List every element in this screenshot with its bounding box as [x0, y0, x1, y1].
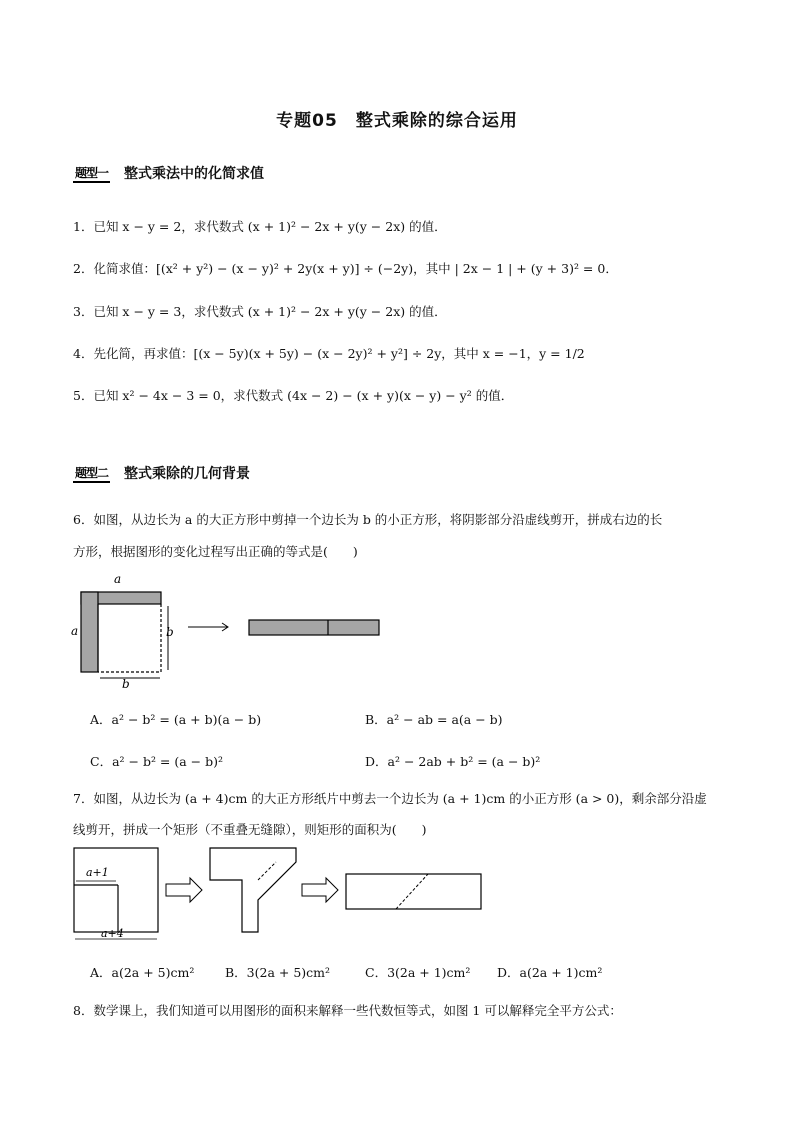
fig6-shaded-left — [81, 592, 98, 672]
fig6-label-b-bottom: b — [122, 677, 130, 690]
problem-6-line-1: 6．如图，从边长为 a 的大正方形中剪掉一个边长为 b 的小正方形，将阴影部分沿虚线剪开，拼成右边的长 — [73, 512, 663, 527]
fig7-result-dashed — [396, 874, 428, 909]
problem-1: 1．已知 x − y = 2，求代数式 (x + 1)² − 2x + y(y − 2x) 的值． — [73, 219, 447, 234]
fig6-result-rect — [249, 620, 379, 635]
p7-choice-a: A．a(2a + 5)cm² — [90, 965, 195, 980]
p6-choice-a: A．a² − b² = (a + b)(a − b) — [90, 712, 262, 727]
fig7-big-square — [74, 848, 158, 932]
problem-3: 3．已知 x − y = 3，求代数式 (x + 1)² − 2x + y(y − 2x) 的值． — [73, 304, 447, 319]
section-badge-2: 题型二 — [73, 464, 110, 483]
problem-5: 5．已知 x² − 4x − 3 = 0，求代数式 (4x − 2) − (x + y)(x − y) − y² 的值． — [73, 388, 514, 403]
page-title: 专题05 整式乘除的综合运用 — [276, 111, 518, 131]
problem-4: 4．先化简，再求值：[(x − 5y)(x + 5y) − (x − 2y)² + y²] ÷ 2y，其中 x = −1，y = 1/2 — [73, 346, 585, 361]
fig7-label-small: a+1 — [86, 866, 109, 879]
fig6-label-a-left: a — [71, 624, 79, 638]
problem-7-line-2: 线剪开，拼成一个矩形（不重叠无缝隙），则矩形的面积为( ) — [73, 822, 427, 837]
figure-7 — [66, 842, 486, 950]
p7-choice-b: B．3(2a + 5)cm² — [225, 965, 331, 980]
p7-choice-c: C．3(2a + 1)cm² — [365, 965, 471, 980]
problem-8: 8．数学课上，我们知道可以用图形的面积来解释一些代数恒等式，如图 1 可以解释完全平方公式： — [73, 1003, 622, 1018]
fig7-block-arrow-1 — [166, 878, 202, 902]
p6-choice-b: B．a² − ab = a(a − b) — [365, 712, 503, 727]
fig7-result-rect — [346, 874, 481, 909]
p7-choice-d: D．a(2a + 1)cm² — [497, 965, 603, 980]
figure-6 — [66, 570, 396, 690]
fig7-l-dashed — [258, 862, 276, 880]
problem-2: 2．化简求值：[(x² + y²) − (x − y)² + 2y(x + y)] ÷ (−2y)，其中 | 2x − 1 | + (y + 3)² = 0． — [73, 261, 618, 276]
fig6-label-a-top: a — [114, 572, 122, 586]
fig7-l-shape — [210, 848, 296, 932]
p6-choice-c: C．a² − b² = (a − b)² — [90, 754, 224, 769]
section-header-1 — [73, 163, 264, 183]
fig6-label-b-right: b — [166, 625, 174, 639]
fig6-dashed-square — [98, 604, 161, 672]
section-badge-1: 题型一 — [73, 164, 110, 183]
p6-choice-d: D．a² − 2ab + b² = (a − b)² — [365, 754, 541, 769]
fig7-label-big: a+4 — [101, 927, 124, 940]
section-header-2 — [73, 463, 250, 483]
problem-6-line-2: 方形，根据图形的变化过程写出正确的等式是( ) — [73, 544, 358, 559]
problem-7-line-1: 7．如图，从边长为 (a + 4)cm 的大正方形纸片中剪去一个边长为 (a + 1)cm 的小正方形 (a > 0)，剩余部分沿虚 — [73, 791, 707, 806]
section-title-2: 整式乘除的几何背景 — [124, 466, 251, 482]
fig7-block-arrow-2 — [302, 878, 338, 902]
section-title-1: 整式乘法中的化简求值 — [124, 166, 265, 182]
